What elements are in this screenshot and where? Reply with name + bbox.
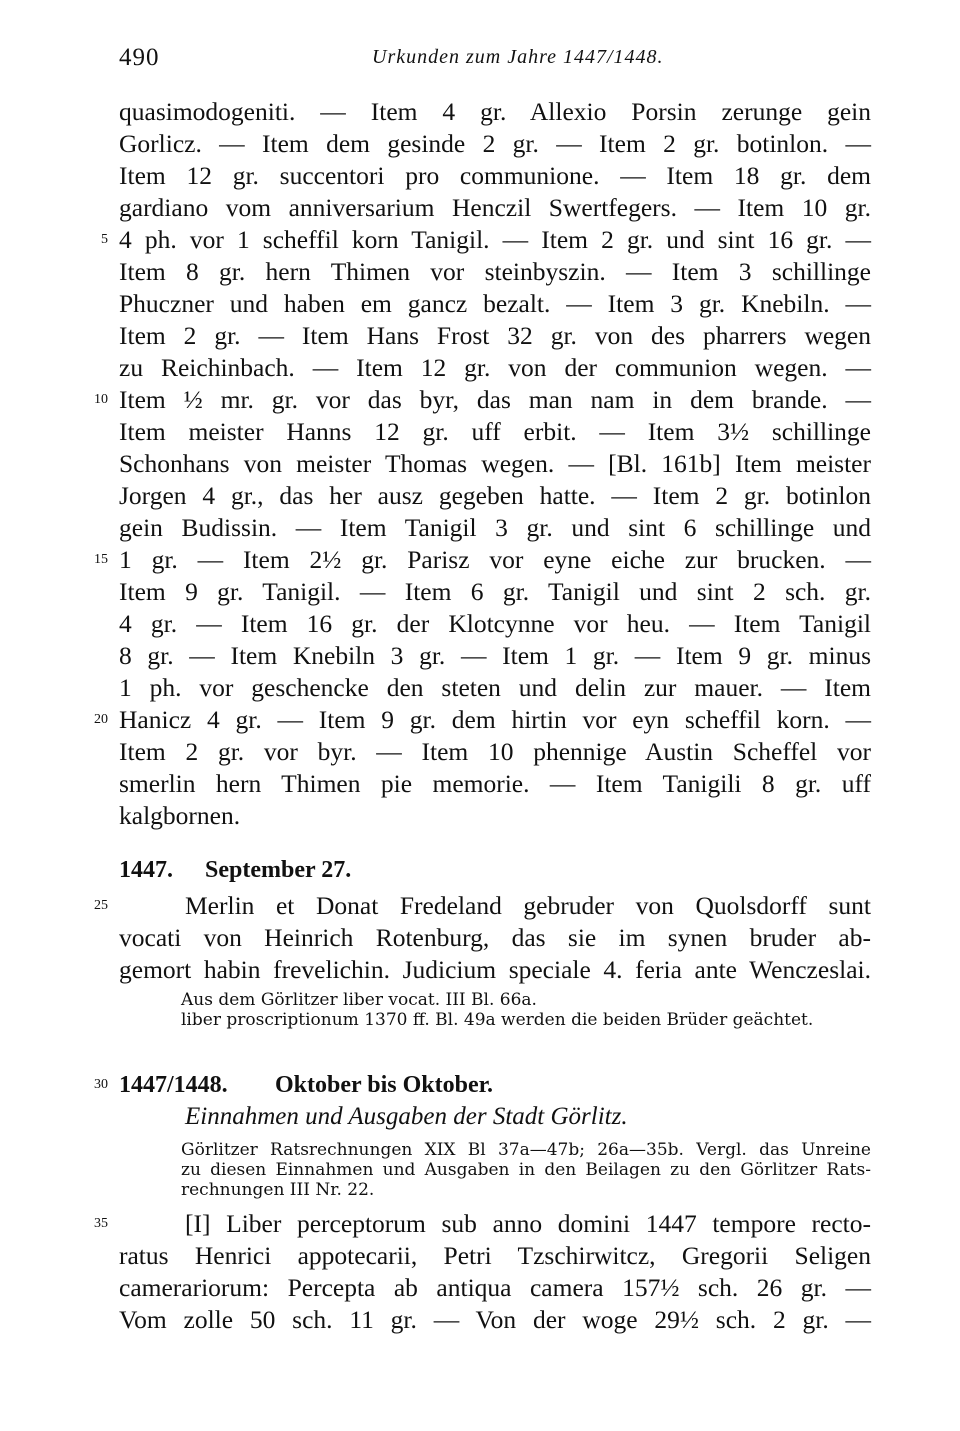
entry-date: 1447/1448. [119, 1072, 228, 1098]
line-number: 5 [101, 232, 108, 247]
text-line: Jorgen 4 gr., das her ausz gegeben hatte. — Item 2 gr. botinlon [119, 481, 871, 510]
line-number: 35 [94, 1216, 108, 1231]
entry-subtitle: Einnahmen und Ausgaben der Stadt Görlitz. [185, 1103, 628, 1130]
text-line: 1 gr. — Item 2½ gr. Parisz vor eyne eiche zur brucken. — [119, 545, 871, 574]
source-note: zu diesen Einnahmen und Ausgaben in den Beilagen zu den Görlitzer Rats- [181, 1160, 871, 1180]
source-note: Görlitzer Ratsrechnungen XIX Bl 37a—47b; 26a—35b. Vergl. das Unreine [181, 1140, 871, 1160]
text-line: Item 8 gr. hern Thimen vor steinbyszin. — Item 3 schillinge [119, 257, 871, 286]
text-line: gardiano vom anniversarium Henczil Swertfegers. — Item 10 gr. [119, 193, 871, 222]
entry-title: September 27. [205, 857, 352, 883]
line-number: 20 [94, 712, 108, 727]
entry-title: Oktober bis Oktober. [275, 1072, 494, 1098]
source-note: rechnungen III Nr. 22. [181, 1180, 375, 1200]
text-line: [I] Liber perceptorum sub anno domini 1447 tempore recto- [185, 1209, 871, 1238]
source-note: Aus dem Görlitzer liber vocat. III Bl. 66a. [181, 990, 537, 1010]
text-line: vocati von Heinrich Rotenburg, das sie im synen bruder ab- [119, 923, 871, 952]
text-line: zu Reichinbach. — Item 12 gr. von der communion wegen. — [119, 353, 871, 382]
text-line: gein Budissin. — Item Tanigil 3 gr. und sint 6 schillinge und [119, 513, 871, 542]
text-line: quasimodogeniti. — Item 4 gr. Allexio Porsin zerunge gein [119, 97, 871, 126]
line-number: 30 [94, 1077, 108, 1092]
text-line: Item 2 gr. — Item Hans Frost 32 gr. von des pharrers wegen [119, 321, 871, 350]
text-line: Hanicz 4 gr. — Item 9 gr. dem hirtin vor eyn scheffil korn. — [119, 705, 871, 734]
text-line: Item 12 gr. succentori pro communione. — Item 18 gr. dem [119, 161, 871, 190]
page-number: 490 [119, 44, 160, 71]
text-line: Item meister Hanns 12 gr. uff erbit. — Item 3½ schillinge [119, 417, 871, 446]
text-line: Item 9 gr. Tanigil. — Item 6 gr. Tanigil und sint 2 sch. gr. [119, 577, 871, 606]
entry-heading [119, 1069, 493, 1101]
text-line: smerlin hern Thimen pie memorie. — Item Tanigili 8 gr. uff [119, 769, 871, 798]
line-number: 25 [94, 898, 108, 913]
line-number: 15 [94, 552, 108, 567]
text-line: Phuczner und haben em gancz bezalt. — Item 3 gr. Knebiln. — [119, 289, 871, 318]
text-line: ratus Henrici appotecarii, Petri Tzschirwitcz, Gregorii Seligen [119, 1241, 871, 1270]
text-line: Merlin et Donat Fredeland gebruder von Quolsdorff sunt [185, 891, 871, 920]
text-line: camerariorum: Percepta ab antiqua camera 157½ sch. 26 gr. — [119, 1273, 871, 1302]
text-line: 4 ph. vor 1 scheffil korn Tanigil. — Item 2 gr. und sint 16 gr. — [119, 225, 871, 254]
text-line: Schonhans von meister Thomas wegen. — [Bl. 161b] Item meister [119, 449, 871, 478]
text-line: Vom zolle 50 sch. 11 gr. — Von der woge 29½ sch. 2 gr. — [119, 1305, 871, 1334]
text-line: kalgbornen. [119, 801, 241, 830]
text-line: Item ½ mr. gr. vor das byr, das man nam in dem brande. — [119, 385, 871, 414]
text-line: Item 2 gr. vor byr. — Item 10 phennige Austin Scheffel vor [119, 737, 871, 766]
entry-date: 1447. [119, 857, 173, 883]
text-line: Gorlicz. — Item dem gesinde 2 gr. — Item 2 gr. botinlon. — [119, 129, 871, 158]
text-line: 8 gr. — Item Knebiln 3 gr. — Item 1 gr. — Item 9 gr. minus [119, 641, 871, 670]
text-line: 1 ph. vor geschencke den steten und delin zur mauer. — Item [119, 673, 871, 702]
running-head: Urkunden zum Jahre 1447/1448. [372, 46, 664, 68]
source-note: liber proscriptionum 1370 ff. Bl. 49a werden die beiden Brüder geächtet. [181, 1010, 814, 1030]
text-line: gemort habin frevelichin. Judicium speciale 4. feria ante Wenczeslai. [119, 955, 871, 984]
line-number: 10 [94, 392, 108, 407]
text-line: 4 gr. — Item 16 gr. der Klotcynne vor heu. — Item Tanigil [119, 609, 871, 638]
entry-heading [119, 854, 351, 886]
